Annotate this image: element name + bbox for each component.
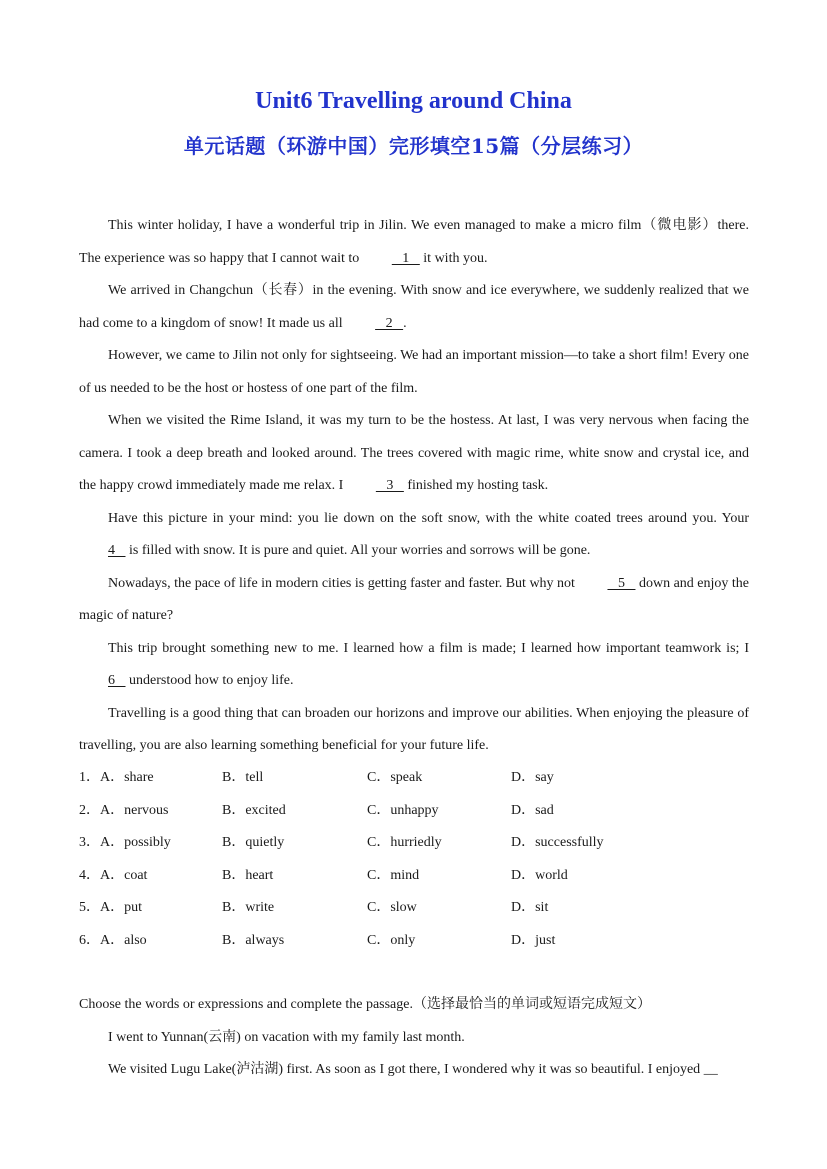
- question-row: [79, 860, 749, 893]
- option-d: D．say: [511, 770, 554, 785]
- paragraph: This winter holiday, I have a wonderful trip in Jilin. We even managed to make a micro film（微电影）there. The experience was so happy that I cannot wait to 1 it with you.: [79, 210, 749, 275]
- option-c: C．mind: [367, 867, 420, 883]
- paragraph: We arrived in Changchun（长春）in the evening. With snow and ice everywhere, we suddenly realized that we had come to a kingdom of snow! It made us all 2 .: [79, 275, 749, 340]
- option-a: 2．A．nervous: [79, 802, 169, 818]
- blank-5: 5: [607, 575, 636, 591]
- option-a: 3．A．possibly: [79, 835, 171, 850]
- option-d: D．world: [511, 867, 568, 883]
- option-d: D．successfully: [511, 835, 604, 850]
- question-row: [79, 827, 749, 860]
- instruction: Choose the words or expressions and complete the passage.（选择最恰当的单词或短语完成短文）: [79, 997, 651, 1012]
- option-b: B．write: [222, 900, 275, 915]
- option-b: B．always: [222, 932, 285, 948]
- question-row: [79, 795, 749, 828]
- paragraph: This trip brought something new to me. I learned how a film is made; I learned how important teamwork is; I 6 understood how to enjoy life.: [79, 633, 749, 698]
- option-c: C．hurriedly: [367, 835, 442, 850]
- question-row: [79, 925, 749, 958]
- blank-4: 4: [108, 543, 126, 558]
- question-row: [79, 762, 749, 795]
- paragraph: Travelling is a good thing that can broaden our horizons and improve our abilities. When enjoying the pleasure of travelling, you are also learning something beneficial for your future life.: [79, 705, 749, 753]
- question-row: [79, 892, 749, 925]
- paragraph: However, we came to Jilin not only for sightseeing. We had an important mission—to take a short film! Every one of us needed to be the host or hostess of one part of the film.: [79, 348, 749, 396]
- paragraph: We visited Lugu Lake(泸沽湖) first. As soon as I got there, I wondered why it was so beautiful. I enjoyed __: [108, 1062, 718, 1077]
- option-c: C．slow: [367, 900, 417, 915]
- document-subtitle: 单元话题（环游中国）完形填空15篇（分层练习）: [183, 134, 644, 158]
- option-a: 5．A．put: [79, 900, 142, 915]
- blank-partial: __: [703, 1062, 718, 1077]
- blank-6: 6: [108, 673, 126, 688]
- paragraph: When we visited the Rime Island, it was my turn to be the hostess. At last, I was very nervous when facing the camera. I took a deep breath and looked around. The trees covered with magic rime, white snow and crystal ice, and the happy crowd immediately made me relax. I 3 finished my hosting task.: [79, 405, 749, 503]
- option-d: D．just: [511, 932, 556, 948]
- option-c: C．only: [367, 932, 416, 948]
- paragraph: Nowadays, the pace of life in modern cities is getting faster and faster. But why not 5 down and enjoy the magic of nature?: [79, 568, 749, 633]
- blank-2: 2: [375, 315, 404, 331]
- paragraph: Have this picture in your mind: you lie down on the soft snow, with the white coated trees around you. Your 4 is filled with snow. It is pure and quiet. All your worries and sorrows will be gone.: [79, 503, 749, 568]
- option-b: B．excited: [222, 802, 286, 818]
- option-d: D．sad: [511, 802, 554, 818]
- option-c: C．speak: [367, 770, 423, 785]
- blank-3: 3: [375, 478, 404, 493]
- answer-options: [79, 762, 749, 957]
- option-a: 6．A．also: [79, 932, 147, 948]
- passage-one: [79, 210, 749, 763]
- passage-two: [79, 989, 749, 1087]
- option-d: D．sit: [511, 900, 549, 915]
- option-b: B．quietly: [222, 835, 285, 850]
- option-b: B．heart: [222, 867, 274, 883]
- paragraph: I went to Yunnan(云南) on vacation with my family last month.: [108, 1029, 465, 1045]
- option-b: B．tell: [222, 770, 264, 785]
- option-a: 4．A．coat: [79, 867, 148, 883]
- option-c: C．unhappy: [367, 802, 439, 818]
- option-a: 1．A．share: [79, 770, 154, 785]
- blank-1: 1: [391, 250, 420, 266]
- document-title: Unit6 Travelling around China: [255, 88, 572, 114]
